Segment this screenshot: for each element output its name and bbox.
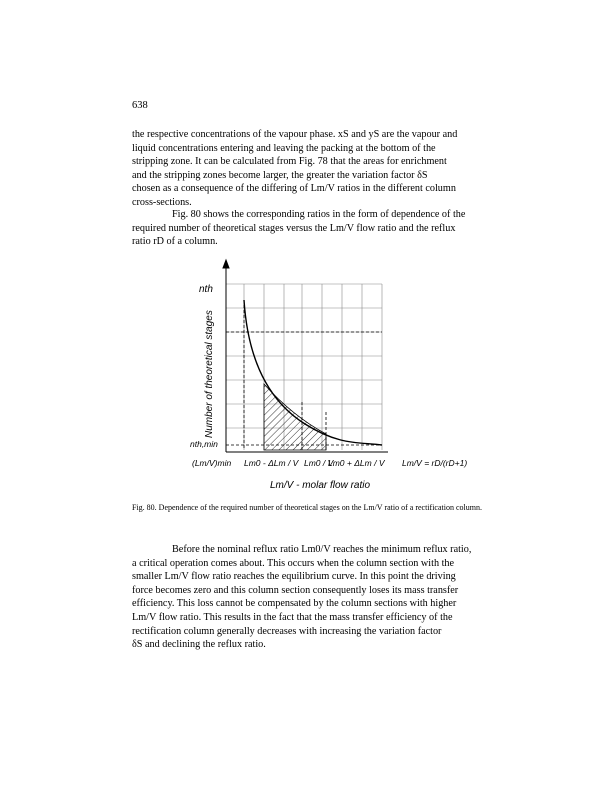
- x-axis-label: Lm/V - molar flow ratio: [270, 480, 371, 491]
- text-line: Before the nominal reflux ratio Lm0/V reaches the minimum reflux ratio,: [172, 544, 472, 555]
- tick-minus: Lm0 - ΔLm / V: [244, 458, 299, 468]
- figure-caption: Fig. 80. Dependence of the required number of theoretical stages on the Lm/V ratio of a rectification column.: [132, 503, 482, 512]
- text-line: and the stripping zones become larger, the greater the variation factor δS: [132, 169, 428, 181]
- text-line: smaller Lm/V flow ratio reaches the equilibrium curve. In this point the driving: [132, 571, 456, 583]
- text-line: required number of theoretical stages versus the Lm/V flow ratio and the reflux: [132, 222, 456, 234]
- paragraph-2: [132, 208, 482, 249]
- stages-vs-flow-ratio-plot: [130, 252, 490, 497]
- y-min-label: nth,min: [190, 439, 218, 449]
- y-top-label: nth: [199, 284, 213, 295]
- text-line: the respective concentrations of the vapour phase. xS and yS are the vapour and: [132, 129, 458, 140]
- y-axis-label: Number of theoretical stages: [204, 310, 215, 438]
- text-line: a critical operation comes about. This occurs when the column section with the: [132, 557, 455, 569]
- text-line: force becomes zero and this column section consequently loses its mass transfer: [132, 584, 459, 596]
- tick-center: Lm0 / V: [304, 458, 334, 468]
- text-line: cross-sections.: [132, 196, 192, 208]
- tick-min: (Lm/V)min: [192, 458, 232, 468]
- text-line: ratio rD of a column.: [132, 236, 218, 248]
- paragraph-3: [132, 543, 482, 652]
- text-line: stripping zone. It can be calculated from Fig. 78 that the areas for enrichment: [132, 156, 447, 168]
- text-line: efficiency. This loss cannot be compensated by the column sections with higher: [132, 598, 457, 610]
- text-line: δS and declining the reflux ratio.: [132, 639, 266, 651]
- text-line: rectification column generally decreases with increasing the variation factor: [132, 625, 442, 637]
- text-line: liquid concentrations entering and leaving the packing at the bottom of the: [132, 142, 436, 154]
- paragraph-1: [132, 128, 482, 210]
- figure-80: [130, 252, 490, 497]
- tick-rd: Lm/V = rD/(rD+1): [402, 458, 468, 468]
- text-line: chosen as a consequence of the differing of Lm/V ratios in the different column: [132, 183, 456, 195]
- page-number: 638: [132, 100, 148, 111]
- text-line: Lm/V flow ratio. This results in the fact that the mass transfer efficiency of the: [132, 611, 453, 623]
- text-line: Fig. 80 shows the corresponding ratios in the form of dependence of the: [172, 209, 466, 220]
- tick-plus: Lm0 + ΔLm / V: [328, 458, 385, 468]
